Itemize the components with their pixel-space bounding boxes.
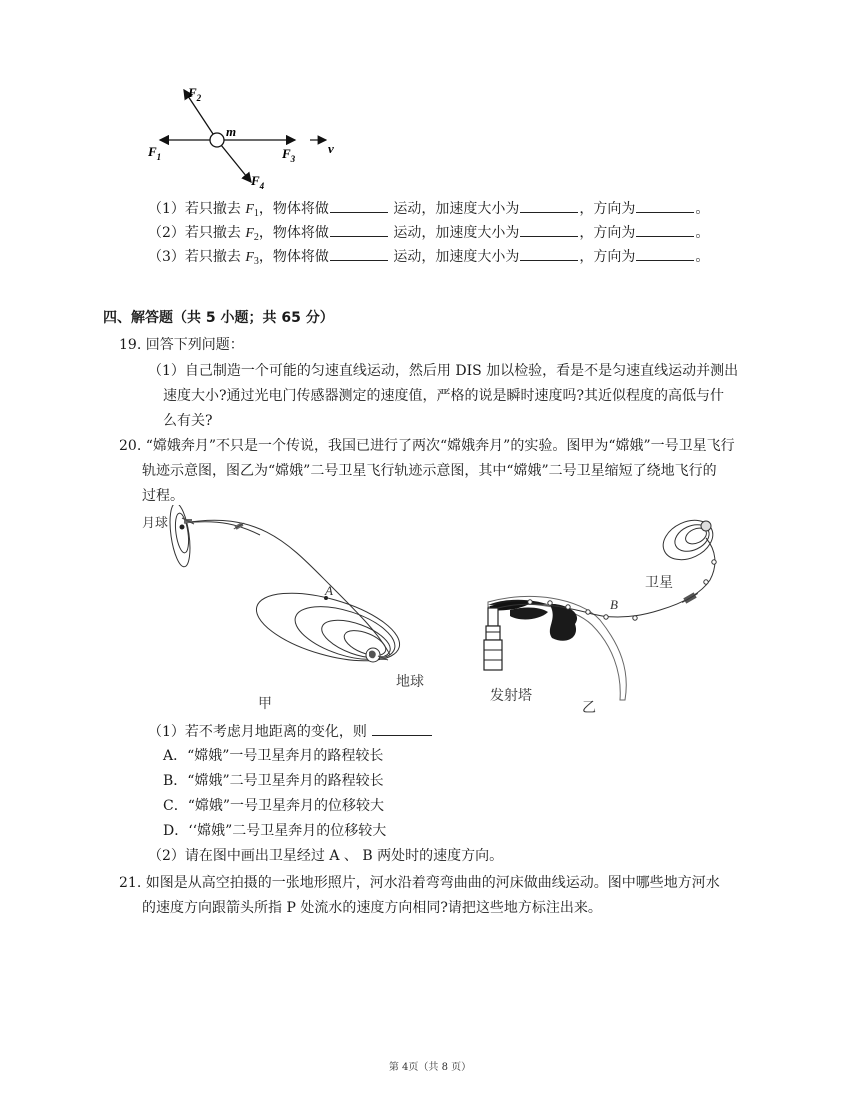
launch-tower-icon: [484, 608, 502, 670]
q20-option-a[interactable]: A．“嫦娥”一号卫星奔月的路程较长: [163, 748, 384, 764]
q21-line-1: 21. 如图是从高空拍摄的一张地形照片，河水沿着弯弯曲曲的河床做曲线运动。图中哪些地方河水: [119, 875, 720, 891]
q20-sub-1: （1）若不考虑月地距离的变化，则: [148, 721, 433, 742]
force-diagram: [140, 78, 350, 190]
answer-blank[interactable]: [520, 246, 578, 261]
orbit-figure-yi: [470, 510, 750, 720]
q20-line-3: 过程。: [142, 488, 184, 504]
q20-option-d[interactable]: D．‘‘嫦娥”二号卫星奔月的位移较大: [163, 823, 387, 839]
q18-item-2: （2）若只撤去 $F_2$，物体将做 运动，加速度大小为 ，方向为 。: [148, 222, 709, 248]
label-f3: $F_3$: [282, 146, 296, 164]
label-satellite: 卫星: [645, 575, 673, 591]
answer-blank[interactable]: [330, 222, 388, 237]
q19-line-2: 速度大小?通过光电门传感器测定的速度值，严格的说是瞬时速度吗?其近似程度的高低与什: [163, 388, 725, 404]
q18-item-3: （3）若只撤去 $F_3$，物体将做 运动，加速度大小为 ，方向为 。: [148, 246, 709, 272]
page-footer: 第 4页（共 8 页）: [388, 1062, 472, 1073]
q21-line-2: 的速度方向跟箭头所指 P 处流水的速度方向相同?请把这些地方标注出来。: [142, 900, 602, 916]
answer-blank[interactable]: [520, 222, 578, 237]
answer-blank[interactable]: [520, 198, 578, 213]
label-jia: 甲: [258, 696, 272, 712]
label-moon: 月球: [142, 516, 169, 531]
orbit-figure-jia: [140, 505, 440, 715]
section-title: 四、解答题（共 5 小题；共 65 分）: [103, 310, 334, 326]
answer-blank[interactable]: [636, 246, 694, 261]
mass-circle: [210, 133, 224, 147]
label-f1: $F_1$: [148, 144, 162, 162]
label-yi: 乙: [582, 700, 596, 716]
q19-head: 19. 回答下列问题：: [119, 337, 244, 353]
q20-line-1: 20. “嫦娥奔月”不只是一个传说，我国已进行了两次“嫦娥奔月”的实验。图甲为“嫦娥”一号卫星飞行: [119, 438, 735, 454]
label-v: v: [328, 141, 334, 156]
answer-blank[interactable]: [372, 721, 432, 736]
q19-line-3: 么有关?: [163, 413, 213, 429]
answer-blank[interactable]: [330, 246, 388, 261]
q20-line-2: 轨迹示意图，图乙为“嫦娥”二号卫星飞行轨迹示意图，其中“嫦娥”二号卫星缩短了绕地飞行的: [142, 463, 717, 479]
force-f4-arrow: [217, 140, 251, 182]
label-f4: $F_4$: [251, 173, 265, 190]
answer-blank[interactable]: [330, 198, 388, 213]
q20-option-c[interactable]: C．“嫦娥”一号卫星奔月的位移较大: [163, 798, 385, 814]
label-b: B: [610, 597, 618, 612]
q20-sub-2: （2）请在图中画出卫星经过 A 、 B 两处时的速度方向。: [148, 848, 504, 864]
q20-option-b[interactable]: B．“嫦娥”二号卫星奔月的路程较长: [163, 773, 384, 789]
q18-item-1: （1）若只撤去 $F_1$，物体将做 运动，加速度大小为 ，方向为 。: [148, 198, 709, 224]
label-a: A: [325, 583, 333, 598]
label-f2: $F_2$: [188, 85, 202, 103]
answer-blank[interactable]: [636, 222, 694, 237]
label-earth: 地球: [396, 674, 424, 690]
q19-line-1: （1）自己制造一个可能的匀速直线运动，然后用 DIS 加以检验，看是不是匀速直线运动并测出: [148, 363, 739, 379]
label-tower: 发射塔: [490, 688, 532, 704]
label-mass: m: [226, 124, 237, 139]
answer-blank[interactable]: [636, 198, 694, 213]
